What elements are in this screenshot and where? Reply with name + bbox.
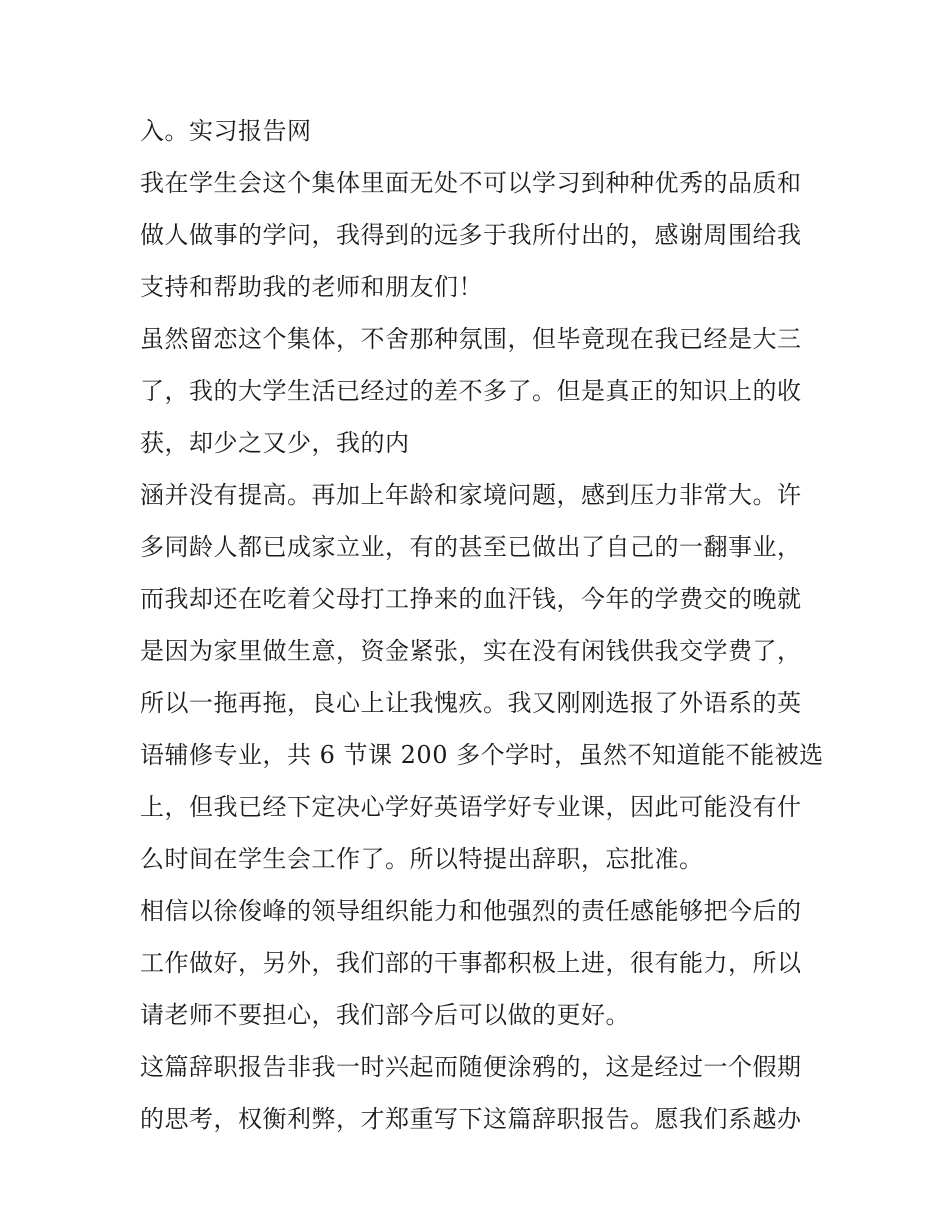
text-line: 获，却少之又少，我的内 bbox=[140, 429, 410, 457]
text-line: 相信以徐俊峰的领导组织能力和他强烈的责任感能够把今后的 bbox=[140, 897, 802, 925]
text-line: 语辅修专业，共 6 节课 200 多个学时，虽然不知道能不能被选 bbox=[140, 741, 824, 769]
text-line: 是因为家里做生意，资金紧张，实在没有闲钱供我交学费了， bbox=[140, 637, 802, 665]
text-line: 虽然留恋这个集体，不舍那种氛围，但毕竟现在我已经是大三 bbox=[140, 325, 802, 353]
text-line: 了，我的大学生活已经过的差不多了。但是真正的知识上的收 bbox=[140, 377, 802, 405]
text-line: 做人做事的学问，我得到的远多于我所付出的，感谢周围给我 bbox=[140, 221, 802, 249]
text-line: 所以一拖再拖，良心上让我愧疚。我又刚刚选报了外语系的英 bbox=[140, 689, 802, 717]
text-line: 这篇辞职报告非我一时兴起而随便涂鸦的，这是经过一个假期 bbox=[140, 1053, 802, 1081]
text-line: 工作做好，另外，我们部的干事都积极上进，很有能力，所以 bbox=[140, 949, 802, 977]
text-line: 支持和帮助我的老师和朋友们！ bbox=[140, 273, 483, 301]
text-line: 入。实习报告网 bbox=[140, 117, 312, 145]
text-line: 涵并没有提高。再加上年龄和家境问题，感到压力非常大。许 bbox=[140, 481, 802, 509]
text-line: 么时间在学生会工作了。所以特提出辞职，忘批准。 bbox=[140, 845, 704, 873]
text-line: 多同龄人都已成家立业，有的甚至已做出了自己的一翻事业， bbox=[140, 533, 802, 561]
text-line: 而我却还在吃着父母打工挣来的血汗钱，今年的学费交的晚就 bbox=[140, 585, 802, 613]
document-body bbox=[140, 105, 824, 1145]
text-line: 请老师不要担心，我们部今后可以做的更好。 bbox=[140, 1001, 630, 1029]
text-line: 的思考，权衡利弊，才郑重写下这篇辞职报告。愿我们系越办 bbox=[140, 1105, 802, 1133]
text-line: 我在学生会这个集体里面无处不可以学习到种种优秀的品质和 bbox=[140, 169, 802, 197]
text-line: 上，但我已经下定决心学好英语学好专业课，因此可能没有什 bbox=[140, 793, 802, 821]
